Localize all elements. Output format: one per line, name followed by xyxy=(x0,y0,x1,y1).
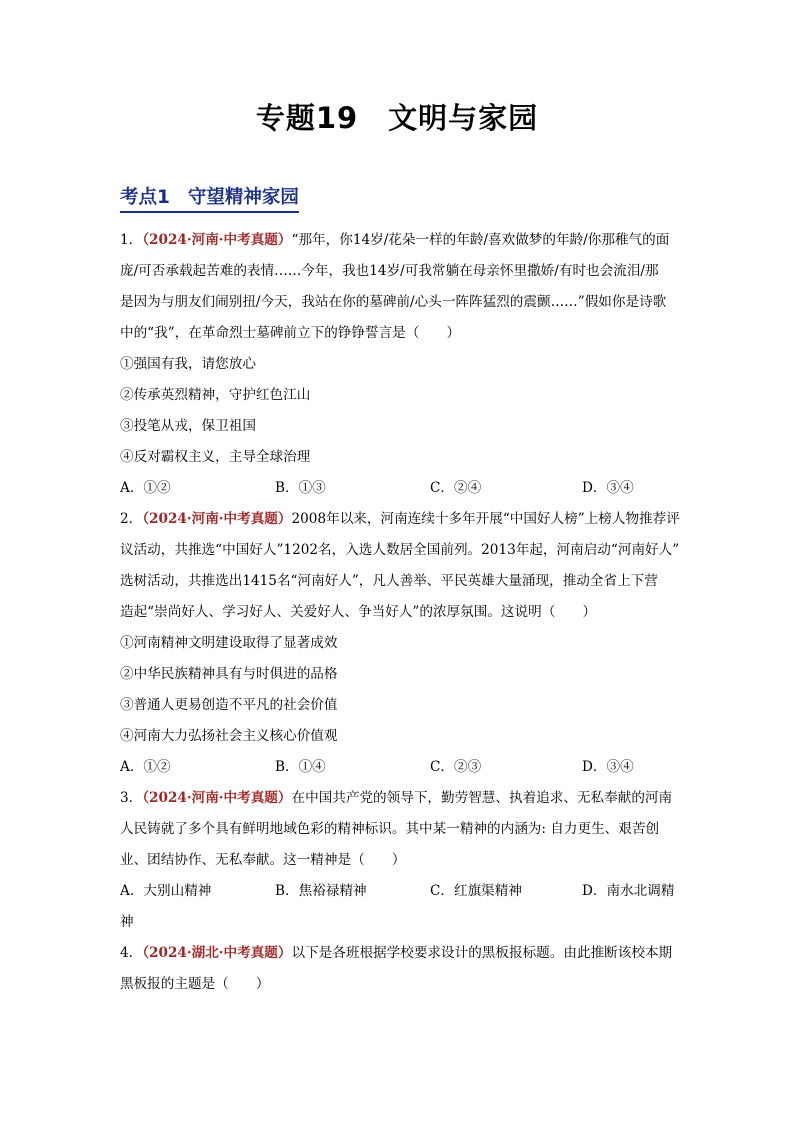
answer-options xyxy=(120,473,675,504)
option-wrap-line: 神 xyxy=(120,914,134,930)
option-c: C．②④ xyxy=(430,480,482,496)
option-d: D．③④ xyxy=(582,759,634,775)
question-number: 4． xyxy=(120,945,143,961)
question-line xyxy=(120,504,680,535)
question-number: 1． xyxy=(120,232,143,248)
question-text: 2008年以来，河南连续十多年开展“中国好人榜”上榜人物推荐评 xyxy=(291,511,680,527)
question-text: 以下是各班根据学校要求设计的黑板报标题。由此推断该校本期 xyxy=(291,945,673,961)
option-a: A．①② xyxy=(120,480,171,496)
answer-options xyxy=(120,876,675,907)
question-source: （2024·河南·中考真题） xyxy=(142,511,292,527)
option-b: B．①③ xyxy=(275,480,326,496)
section-number: 考点1 xyxy=(120,187,170,208)
option-d: D．③④ xyxy=(582,480,634,496)
question-1 xyxy=(120,225,675,504)
question-line xyxy=(120,938,675,969)
section-heading xyxy=(120,186,299,213)
question-text: “那年，你14岁/花朵一样的年龄/喜欢做梦的年龄/你那稚气的面 xyxy=(291,232,670,248)
question-line: 黑板报的主题是（ ） xyxy=(120,976,270,992)
option-b: B．焦裕禄精神 xyxy=(275,883,367,899)
option-c: C．②③ xyxy=(430,759,482,775)
statement: ②传承英烈精神，守护红色江山 xyxy=(120,387,311,403)
option-c: C．红旗渠精神 xyxy=(430,883,522,899)
answer-options xyxy=(120,752,675,783)
question-line: 庞/可否承载起苦难的表情……今年，我也14岁/可我常躺在母亲怀里撒娇/有时也会流泪/那 xyxy=(120,263,659,279)
question-number: 2． xyxy=(120,511,143,527)
statement: ②中华民族精神具有与时俱进的品格 xyxy=(120,666,338,682)
question-line: 人民铸就了多个具有鲜明地域色彩的精神标识。其中某一精神的内涵为: 自力更生、艰苦创 xyxy=(120,821,660,837)
option-b: B．①④ xyxy=(275,759,326,775)
question-line: 选树活动，共推选出1415名“河南好人”，凡人善举、平民英雄大量涌现，推动全省上下营 xyxy=(120,573,658,589)
title-number: 专题19 xyxy=(255,101,359,135)
statement: ④河南大力弘扬社会主义核心价值观 xyxy=(120,728,338,744)
statement: ①河南精神文明建设取得了显著成效 xyxy=(120,635,338,651)
page-title xyxy=(0,96,794,137)
question-3 xyxy=(120,783,675,938)
statement: ④反对霸权主义，主导全球治理 xyxy=(120,449,311,465)
title-text: 文明与家园 xyxy=(388,101,539,135)
question-list xyxy=(120,225,680,1000)
option-a: A．①② xyxy=(120,759,171,775)
option-a: A．大别山精神 xyxy=(120,883,212,899)
section-title: 守望精神家园 xyxy=(187,187,299,208)
question-source: （2024·河南·中考真题） xyxy=(142,790,292,806)
question-line: 造起“崇尚好人、学习好人、关爱好人、争当好人”的浓厚氛围。这说明（ ） xyxy=(120,604,597,620)
question-text: 在中国共产党的领导下，勤劳智慧、执着追求、无私奉献的河南 xyxy=(291,790,673,806)
question-source: （2024·湖北·中考真题） xyxy=(142,945,292,961)
question-line: 中的“我”，在革命烈士墓碑前立下的铮铮誓言是（ ） xyxy=(120,325,461,341)
question-source: （2024·河南·中考真题） xyxy=(142,232,292,248)
statement: ①强国有我，请您放心 xyxy=(120,356,256,372)
statement: ③投笔从戎，保卫祖国 xyxy=(120,418,256,434)
question-line xyxy=(120,783,675,814)
question-line xyxy=(120,225,675,256)
statement: ③普通人更易创造不平凡的社会价值 xyxy=(120,697,338,713)
option-d: D．南水北调精 xyxy=(582,883,675,899)
question-2 xyxy=(120,504,680,783)
question-4 xyxy=(120,938,675,1000)
question-line: 业、团结协作、无私奉献。这一精神是（ ） xyxy=(120,852,406,868)
question-number: 3． xyxy=(120,790,143,806)
question-line: 议活动，共推选“中国好人”1202名，入选人数居全国前列。2013年起，河南启动“河南好人” xyxy=(120,542,680,558)
question-line: 是因为与朋友们闹别扭/今天，我站在你的墓碑前/心头一阵阵猛烈的震颤……”假如你是诗歌 xyxy=(120,294,667,310)
